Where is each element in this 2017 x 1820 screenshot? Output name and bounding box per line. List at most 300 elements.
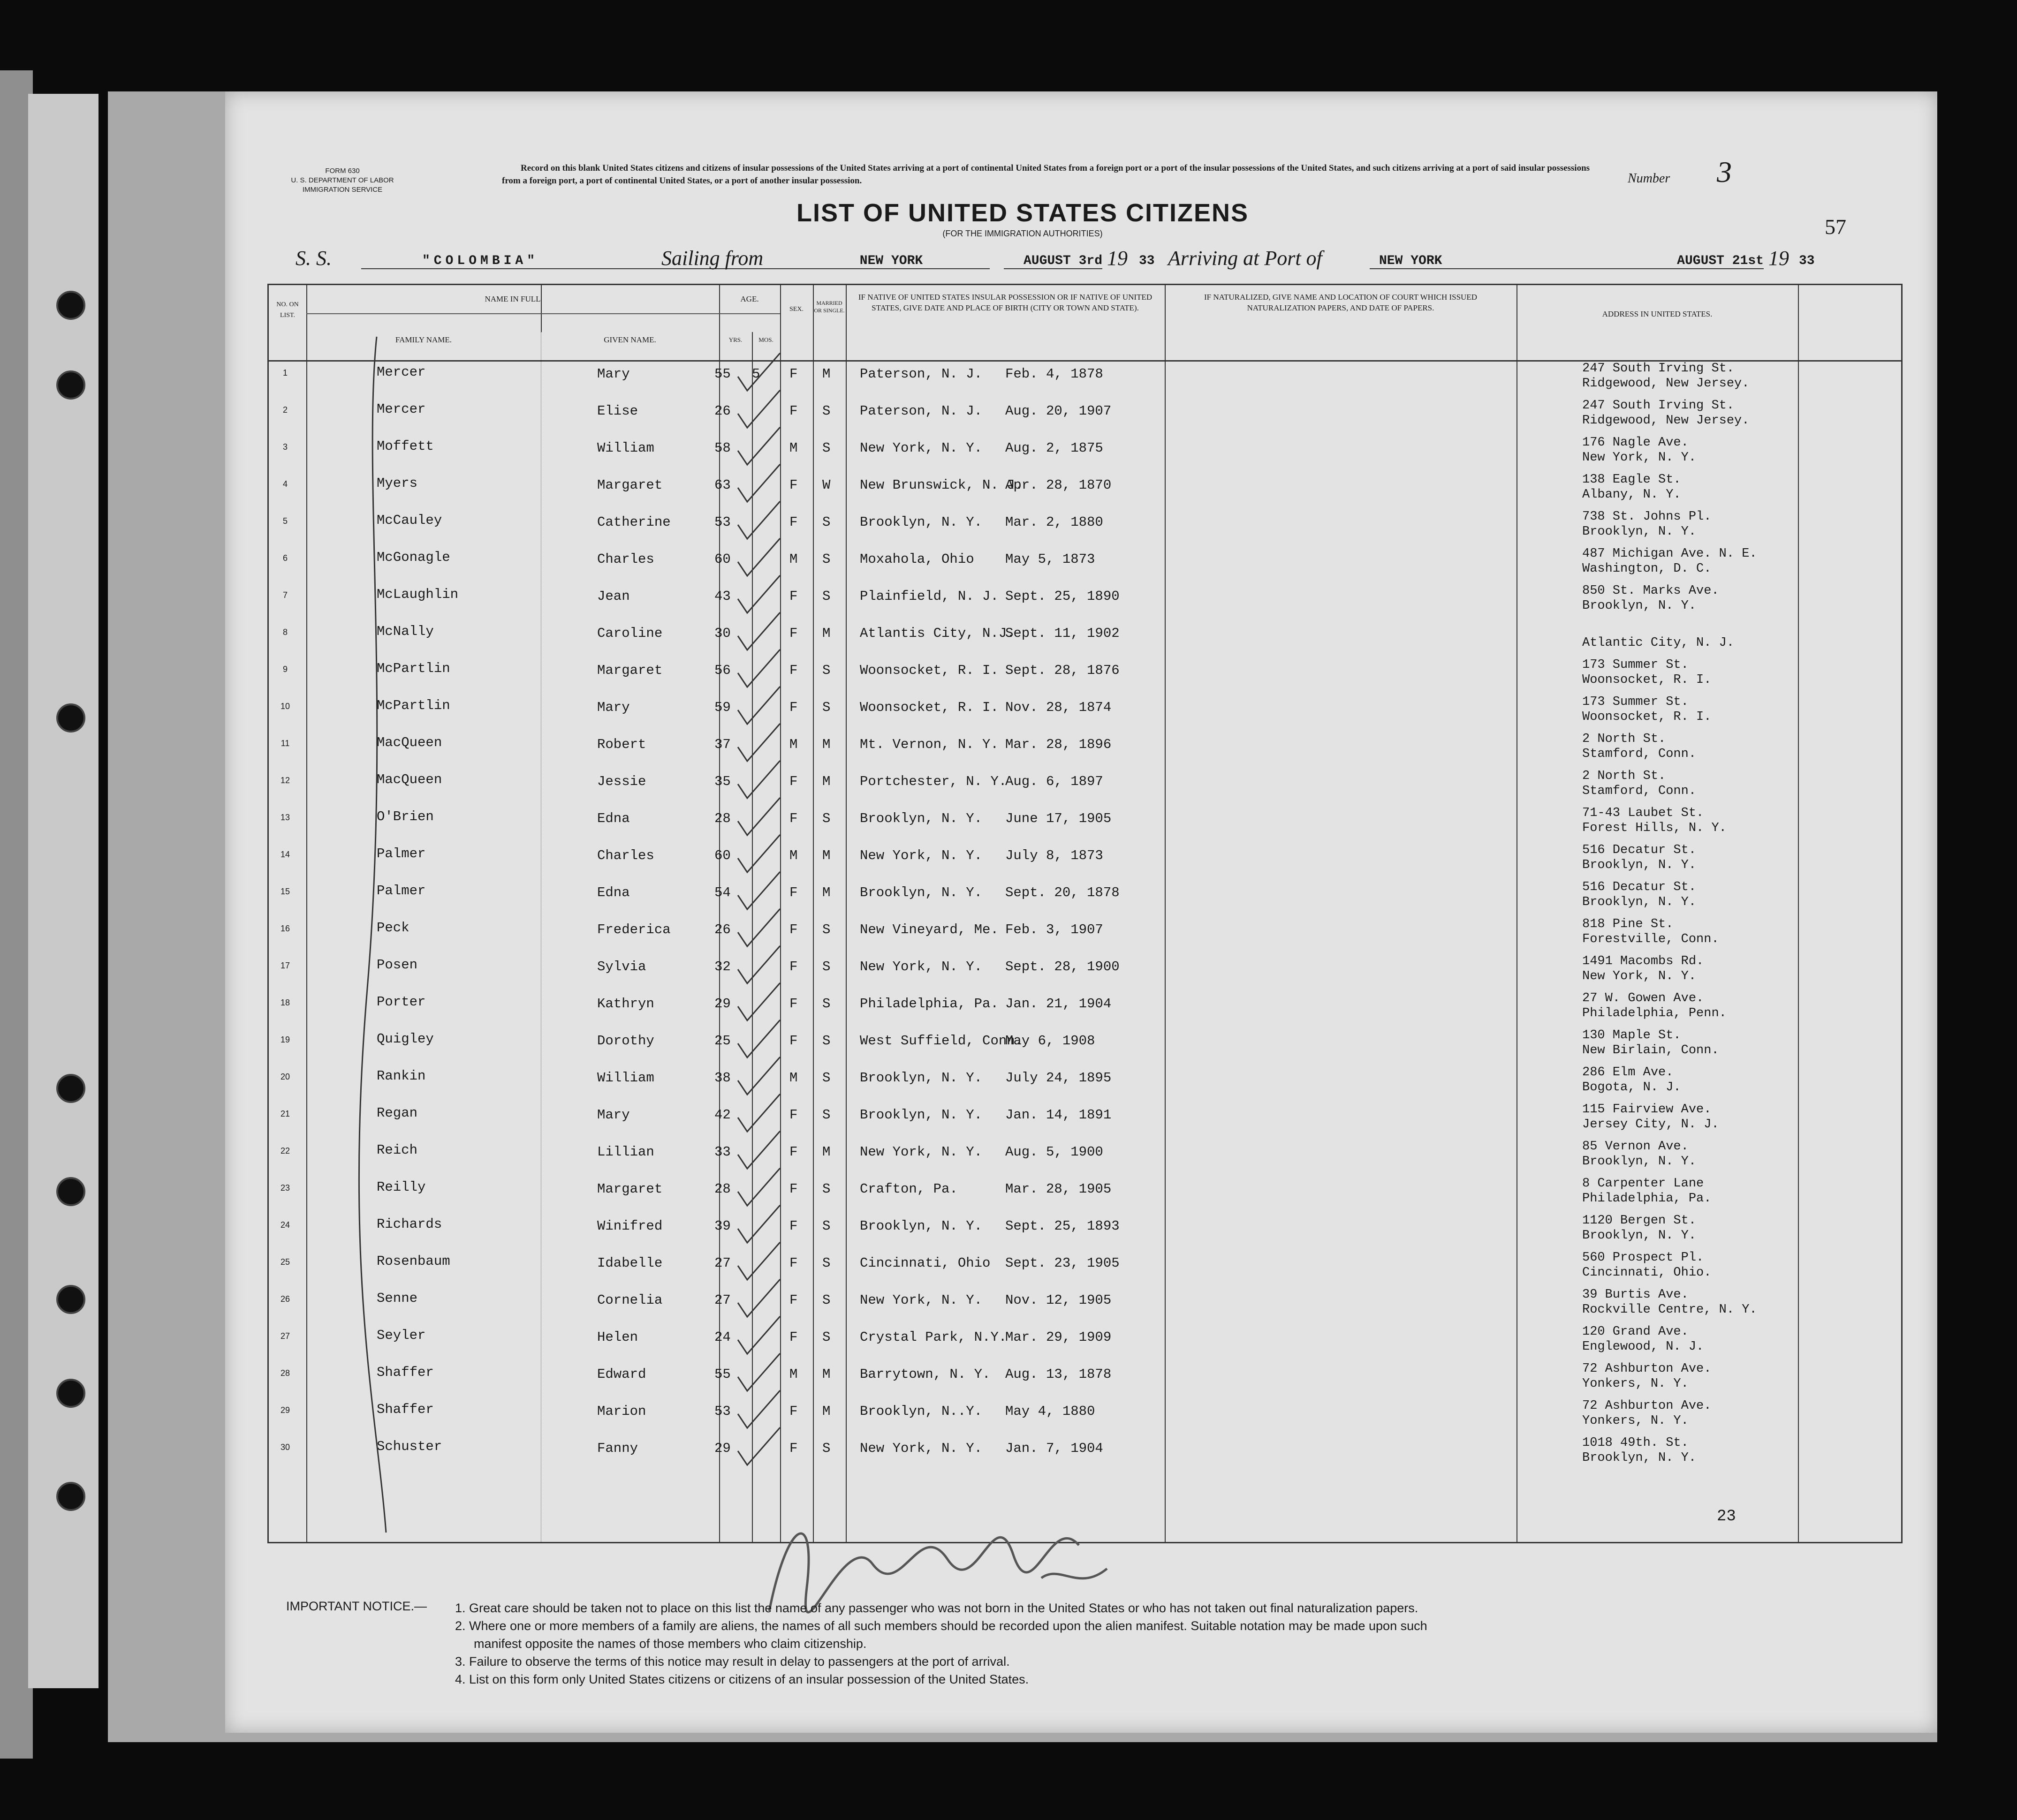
binder-hole (56, 1177, 85, 1206)
cell-age: 26 (714, 403, 731, 419)
cell-age: 35 (714, 774, 731, 789)
cell-date: Jan. 14, 1891 (1005, 1107, 1112, 1123)
passenger-table (267, 284, 1903, 1543)
cell-no: 18 (280, 998, 290, 1007)
cell-family: Richards (377, 1216, 442, 1232)
cell-place: New York, N. Y. (860, 1144, 983, 1160)
cell-addr2: Brooklyn, N. Y. (1582, 599, 1697, 613)
cell-addr2: Woonsocket, R. I. (1582, 673, 1712, 687)
cell-given: William (597, 1070, 654, 1086)
cell-given: Charles (597, 848, 654, 863)
cell-ms: S (822, 922, 831, 937)
cell-date: Mar. 28, 1905 (1005, 1181, 1112, 1197)
cell-ms: S (822, 514, 831, 530)
number-label: Number (1628, 171, 1670, 186)
cell-ms: S (822, 1441, 831, 1456)
cell-ms: S (822, 440, 831, 456)
cell-no: 27 (280, 1331, 290, 1341)
cell-addr2: Brooklyn, N. Y. (1582, 895, 1697, 909)
cell-date: Aug. 20, 1907 (1005, 403, 1112, 419)
cell-age: 24 (714, 1329, 731, 1345)
cell-no: 25 (280, 1257, 290, 1267)
cell-date: Aug. 13, 1878 (1005, 1367, 1112, 1382)
cell-date: July 8, 1873 (1005, 848, 1103, 863)
cell-date: Sept. 20, 1878 (1005, 885, 1120, 900)
sailing-label: Sailing from (661, 247, 764, 270)
cell-addr2: Forestville, Conn. (1582, 932, 1719, 946)
check-mark (738, 761, 780, 798)
cell-date: Nov. 28, 1874 (1005, 700, 1112, 715)
cell-place: Plainfield, N. J. (860, 589, 999, 604)
cell-addr2: Ridgewood, New Jersey. (1582, 414, 1750, 428)
cell-ms: S (822, 551, 831, 567)
cell-addr1: 286 Elm Ave. (1582, 1065, 1674, 1080)
cell-place: Barrytown, N. Y. (860, 1367, 991, 1382)
cell-age: 42 (714, 1107, 731, 1123)
check-mark (738, 1094, 780, 1132)
cell-family: Regan (377, 1105, 418, 1121)
cell-given: Edna (597, 885, 630, 900)
cell-date: Mar. 29, 1909 (1005, 1329, 1112, 1345)
cell-ms: M (822, 737, 831, 752)
cell-sex: F (789, 1218, 798, 1234)
cell-sex: F (789, 1107, 798, 1123)
cell-family: Reilly (377, 1179, 426, 1195)
cell-ms: S (822, 1255, 831, 1271)
cell-addr1: 1491 Macombs Rd. (1582, 954, 1704, 968)
department: U. S. DEPARTMENT OF LABOR (291, 176, 394, 184)
cell-given: Idabelle (597, 1255, 663, 1271)
arriving-port: NEW YORK (1370, 254, 1651, 269)
cell-age: 43 (714, 589, 731, 604)
col-yrs: YRS. (728, 336, 743, 343)
cell-place: Brooklyn, N. Y. (860, 1107, 983, 1123)
cell-family: McCauley (377, 513, 442, 528)
cell-given: Dorothy (597, 1033, 654, 1049)
cell-family: MacQueen (377, 735, 442, 750)
cell-age: 55 (714, 366, 731, 382)
check-mark (738, 983, 780, 1020)
cell-addr2: Albany, N. Y. (1582, 488, 1681, 502)
col-given-name: GIVEN NAME. (604, 335, 656, 344)
cell-age: 27 (714, 1292, 731, 1308)
check-mark (738, 1205, 780, 1243)
cell-given: Margaret (597, 1181, 663, 1197)
cell-date: July 24, 1895 (1005, 1070, 1112, 1086)
cell-addr1: 560 Prospect Pl. (1582, 1251, 1704, 1265)
cell-age: 37 (714, 737, 731, 752)
cell-age: 27 (714, 1255, 731, 1271)
cell-ms: S (822, 1070, 831, 1086)
cell-date: Sept. 25, 1893 (1005, 1218, 1120, 1234)
cell-place: Woonsocket, R. I. (860, 663, 999, 678)
cell-given: Cornelia (597, 1292, 663, 1308)
cell-addr2: Washington, D. C. (1582, 562, 1712, 576)
cell-sex: F (789, 1292, 798, 1308)
cell-sex: F (789, 477, 798, 493)
cell-sex: F (789, 1329, 798, 1345)
cell-sex: F (789, 403, 798, 419)
cell-no: 20 (280, 1072, 290, 1081)
cell-addr2: Jersey City, N. J. (1582, 1118, 1719, 1132)
cell-place: New York, N. Y. (860, 440, 983, 456)
check-marks (269, 285, 1901, 1542)
cell-place: Brooklyn, N. Y. (860, 514, 983, 530)
cell-date: Sept. 28, 1876 (1005, 663, 1120, 678)
cell-place: Brooklyn, N..Y. (860, 1404, 983, 1419)
check-mark (738, 464, 780, 502)
manifest-page (225, 91, 1937, 1733)
cell-ms: M (822, 366, 831, 382)
cell-addr1: 247 South Irving St. (1582, 399, 1735, 413)
cell-date: Aug. 5, 1900 (1005, 1144, 1103, 1160)
cell-age: 60 (714, 848, 731, 863)
cell-addr1: 2 North St. (1582, 769, 1666, 783)
cell-addr1: 516 Decatur St. (1582, 880, 1697, 894)
cell-place: New York, N. Y. (860, 1292, 983, 1308)
cell-no: 17 (280, 961, 290, 970)
cell-addr1: 176 Nagle Ave. (1582, 436, 1689, 450)
cell-no: 30 (280, 1442, 290, 1452)
cell-ms: M (822, 1404, 831, 1419)
cell-family: Reich (377, 1142, 418, 1158)
cell-ms: S (822, 996, 831, 1012)
col-no: NO. ON LIST. (276, 301, 299, 319)
cell-addr2: Englewood, N. J. (1582, 1340, 1704, 1354)
cell-sex: F (789, 1181, 798, 1197)
cell-date: Sept. 25, 1890 (1005, 589, 1120, 604)
cell-age: 39 (714, 1218, 731, 1234)
cell-sex: M (789, 848, 798, 863)
cell-no: 23 (280, 1183, 290, 1193)
cell-place: Moxahola, Ohio (860, 551, 974, 567)
cell-mos: 5 (752, 366, 760, 382)
cell-sex: F (789, 700, 798, 715)
cell-given: Helen (597, 1329, 638, 1345)
page-title: LIST OF UNITED STATES CITIZENS (796, 199, 1249, 227)
cell-addr1: 8 Carpenter Lane (1582, 1177, 1704, 1191)
cell-given: Sylvia (597, 959, 646, 974)
cell-no: 10 (280, 702, 290, 711)
cell-no: 3 (282, 442, 288, 452)
page-subtitle: (FOR THE IMMIGRATION AUTHORITIES) (942, 229, 1103, 238)
form-header (267, 166, 417, 195)
check-mark (738, 798, 780, 835)
cell-date: Mar. 2, 1880 (1005, 514, 1103, 530)
bracket-pencil-mark (359, 337, 386, 1533)
cell-addr2: New Birlain, Conn. (1582, 1043, 1719, 1057)
cell-sex: F (789, 996, 798, 1012)
cell-addr2: Cincinnati, Ohio. (1582, 1266, 1712, 1280)
cell-addr1: 72 Ashburton Ave. (1582, 1362, 1712, 1376)
sailing-year-prefix: 19 (1107, 247, 1128, 270)
cell-addr1: 39 Burtis Ave. (1582, 1288, 1689, 1302)
col-mos: MOS. (758, 336, 773, 343)
check-mark (738, 649, 780, 687)
cell-family: Shaffer (377, 1365, 434, 1380)
check-mark (738, 1390, 780, 1428)
cell-sex: F (789, 663, 798, 678)
cell-date: Aug. 2, 1875 (1005, 440, 1103, 456)
cell-family: Rosenbaum (377, 1254, 450, 1269)
cell-addr2: Brooklyn, N. Y. (1582, 1155, 1697, 1169)
cell-no: 19 (280, 1035, 290, 1044)
cell-addr1: 516 Decatur St. (1582, 843, 1697, 857)
cell-family: MacQueen (377, 772, 442, 787)
check-mark (738, 612, 780, 650)
cell-no: 6 (282, 553, 288, 563)
cell-given: Edward (597, 1367, 646, 1382)
cell-date: May 6, 1908 (1005, 1033, 1095, 1049)
cell-date: Sept. 11, 1902 (1005, 626, 1120, 641)
arriving-year: 33 (1799, 254, 1815, 268)
cell-given: William (597, 440, 654, 456)
cell-ms: S (822, 1033, 831, 1049)
cell-age: 53 (714, 1404, 731, 1419)
cell-family: Posen (377, 957, 418, 973)
cell-addr1: 818 Pine St. (1582, 917, 1674, 931)
cell-family: McLaughlin (377, 587, 459, 602)
check-mark (738, 1020, 780, 1057)
cell-ms: M (822, 848, 831, 863)
cell-place: New York, N. Y. (860, 959, 983, 974)
cell-given: Lillian (597, 1144, 654, 1160)
arriving-year-prefix: 19 (1768, 247, 1789, 270)
cell-date: Mar. 28, 1896 (1005, 737, 1112, 752)
cell-addr1: 1018 49th. St. (1582, 1436, 1689, 1450)
cell-sex: F (789, 589, 798, 604)
cell-sex: F (789, 811, 798, 826)
check-mark (738, 946, 780, 983)
cell-sex: M (789, 1367, 798, 1382)
cell-ms: S (822, 589, 831, 604)
cell-no: 22 (280, 1146, 290, 1155)
cell-family: McPartlin (377, 698, 450, 713)
cell-no: 14 (280, 850, 290, 859)
cell-family: O'Brien (377, 809, 434, 824)
cell-no: 15 (280, 887, 290, 896)
cell-ms: W (822, 477, 831, 493)
cell-given: Margaret (597, 477, 663, 493)
cell-addr1: 115 Fairview Ave. (1582, 1103, 1712, 1117)
cell-no: 9 (282, 665, 288, 674)
cell-addr1: 173 Summer St. (1582, 658, 1689, 672)
check-mark (738, 353, 780, 391)
cell-no: 26 (280, 1294, 290, 1304)
cell-sex: F (789, 1255, 798, 1271)
check-mark (738, 1242, 780, 1280)
check-mark (738, 909, 780, 946)
cell-place: Paterson, N. J. (860, 403, 983, 419)
cell-addr2: Stamford, Conn. (1582, 784, 1697, 798)
cell-family: Seyler (377, 1328, 426, 1343)
notice-item-2-cont: manifest opposite the names of those members who claim citizenship. (474, 1637, 867, 1651)
cell-no: 28 (280, 1368, 290, 1378)
number-value: 3 (1717, 155, 1732, 189)
cell-addr2: Stamford, Conn. (1582, 747, 1697, 761)
binder-strip (28, 94, 99, 1688)
cell-sex: F (789, 959, 798, 974)
cell-no: 7 (282, 590, 288, 600)
cell-addr2: Yonkers, N. Y. (1582, 1414, 1689, 1428)
cell-age: 59 (714, 700, 731, 715)
cell-addr2: New York, N. Y. (1582, 969, 1697, 983)
cell-place: Portchester, N. Y. (860, 774, 1007, 789)
cell-no: 1 (282, 368, 288, 378)
cell-no: 16 (280, 924, 290, 933)
cell-family: Shaffer (377, 1402, 434, 1417)
cell-addr1: 72 Ashburton Ave. (1582, 1399, 1712, 1413)
binder-hole (56, 370, 85, 400)
cell-place: Paterson, N. J. (860, 366, 983, 382)
cell-place: Woonsocket, R. I. (860, 700, 999, 715)
check-mark (738, 1057, 780, 1095)
check-mark (738, 872, 780, 909)
notice-item-2: 2. Where one or more members of a family are aliens, the names of all such members should be recorded upon the alien manifest. Suitable notation may be made upon such (455, 1619, 1427, 1633)
check-mark (738, 835, 780, 872)
cell-given: Charles (597, 551, 654, 567)
col-family-name: FAMILY NAME. (395, 335, 452, 344)
cell-place: Cincinnati, Ohio (860, 1255, 991, 1271)
cell-sex: F (789, 514, 798, 530)
cell-addr1: 85 Vernon Ave. (1582, 1140, 1689, 1154)
check-mark (738, 687, 780, 724)
cell-family: Rankin (377, 1068, 426, 1084)
cell-given: Kathryn (597, 996, 654, 1012)
cell-age: 32 (714, 959, 731, 974)
cell-age: 55 (714, 1367, 731, 1382)
cell-age: 33 (714, 1144, 731, 1160)
cell-addr2: Rockville Centre, N. Y. (1582, 1303, 1757, 1317)
cell-addr1: 173 Summer St. (1582, 695, 1689, 709)
binder-hole (56, 1285, 85, 1314)
cell-family: McNally (377, 624, 434, 639)
col-birth: IF NATIVE OF UNITED STATES INSULAR POSSESSION OR IF NATIVE OF UNITED STATES, GIVE DATE AND PLACE OF BIRTH (CITY OR TOWN AND STATE). (858, 293, 1153, 312)
cell-ms: S (822, 663, 831, 678)
col-name-in-full: NAME IN FULL (485, 295, 541, 303)
cell-ms: M (822, 885, 831, 900)
notice-item-4: 4. List on this form only United States citizens or citizens of an insular possession of the United States. (455, 1672, 1029, 1686)
sailing-year: 33 (1139, 254, 1155, 268)
cell-no: 21 (280, 1109, 290, 1118)
cell-addr2: Yonkers, N. Y. (1582, 1377, 1689, 1391)
cell-age: 26 (714, 922, 731, 937)
cell-addr1: 1120 Bergen St. (1582, 1214, 1697, 1228)
page-number: 57 (1825, 215, 1846, 239)
cell-given: Mary (597, 366, 630, 382)
cell-addr2: New York, N. Y. (1582, 451, 1697, 465)
cell-given: Winifred (597, 1218, 663, 1234)
cell-date: Aug. 6, 1897 (1005, 774, 1103, 789)
cell-age: 29 (714, 1441, 731, 1456)
cell-given: Caroline (597, 626, 663, 641)
cell-sex: F (789, 1441, 798, 1456)
check-mark (738, 1168, 780, 1206)
cell-place: Brooklyn, N. Y. (860, 811, 983, 826)
form-number: FORM 630 (325, 167, 360, 175)
cell-ms: S (822, 1218, 831, 1234)
check-mark (738, 427, 780, 465)
cell-date: Sept. 28, 1900 (1005, 959, 1120, 974)
cell-no: 2 (282, 405, 288, 415)
cell-ms: S (822, 700, 831, 715)
cell-ms: S (822, 1107, 831, 1123)
binder-hole (56, 1074, 85, 1103)
cell-place: Crafton, Pa. (860, 1181, 958, 1197)
cell-family: Moffett (377, 438, 434, 454)
sailing-port: NEW YORK (793, 254, 990, 269)
cell-age: 58 (714, 440, 731, 456)
cell-sex: F (789, 1404, 798, 1419)
check-mark (738, 575, 780, 613)
cell-ms: M (822, 1144, 831, 1160)
col-married-single: MARRIED OR SINGLE. (814, 300, 845, 314)
cell-addr2: Woonsocket, R. I. (1582, 710, 1712, 724)
cell-ms: S (822, 1329, 831, 1345)
cell-addr1: 138 Eagle St. (1582, 473, 1681, 487)
cell-age: 29 (714, 996, 731, 1012)
cell-place: West Suffield, Conn. (860, 1033, 1024, 1049)
cell-addr2: Philadelphia, Penn. (1582, 1006, 1727, 1020)
cell-addr1: 2 North St. (1582, 732, 1666, 746)
cell-place: Atlantis City, N.J. (860, 626, 1015, 641)
cell-given: Elise (597, 403, 638, 419)
cell-family: McGonagle (377, 550, 450, 565)
check-mark (738, 1131, 780, 1169)
cell-no: 12 (280, 776, 290, 785)
cell-sex: F (789, 1144, 798, 1160)
cell-addr2: Brooklyn, N. Y. (1582, 525, 1697, 539)
cell-given: Mary (597, 700, 630, 715)
binder-hole (56, 1379, 85, 1408)
cell-date: May 5, 1873 (1005, 551, 1095, 567)
cell-addr2: Brooklyn, N. Y. (1582, 1451, 1697, 1465)
notice-item-3: 3. Failure to observe the terms of this notice may result in delay to passengers at the port of arrival. (455, 1654, 1010, 1669)
cell-place: Mt. Vernon, N. Y. (860, 737, 999, 752)
cell-ms: M (822, 1367, 831, 1382)
cell-place: Brooklyn, N. Y. (860, 1218, 983, 1234)
cell-date: Jan. 21, 1904 (1005, 996, 1112, 1012)
check-mark (738, 501, 780, 539)
cell-place: New Vineyard, Me. (860, 922, 999, 937)
cell-sex: F (789, 626, 798, 641)
cell-addr1: 120 Grand Ave. (1582, 1325, 1689, 1339)
cell-date: June 17, 1905 (1005, 811, 1112, 826)
cell-date: Feb. 3, 1907 (1005, 922, 1103, 937)
cell-no: 4 (282, 479, 288, 489)
check-mark (738, 1427, 780, 1465)
binder-hole (56, 1482, 85, 1511)
arriving-label: Arriving at Port of (1168, 247, 1322, 270)
cell-addr1: 27 W. Gowen Ave. (1582, 991, 1704, 1005)
cell-ms: S (822, 811, 831, 826)
cell-given: Jessie (597, 774, 646, 789)
cell-addr1: 130 Maple St. (1582, 1028, 1681, 1042)
cell-given: Robert (597, 737, 646, 752)
cell-addr1: 247 South Irving St. (1582, 362, 1735, 376)
cell-no: 11 (281, 739, 290, 748)
check-mark (738, 724, 780, 761)
cell-addr2: Bogota, N. J. (1582, 1080, 1681, 1095)
col-sex: SEX. (789, 306, 804, 313)
cell-no: 13 (280, 813, 290, 822)
cell-given: Frederica (597, 922, 671, 937)
cell-addr1: 487 Michigan Ave. N. E. (1582, 547, 1757, 561)
cell-no: 29 (280, 1405, 290, 1415)
cell-age: 28 (714, 1181, 731, 1197)
cell-given: Catherine (597, 514, 671, 530)
cell-age: 38 (714, 1070, 731, 1086)
